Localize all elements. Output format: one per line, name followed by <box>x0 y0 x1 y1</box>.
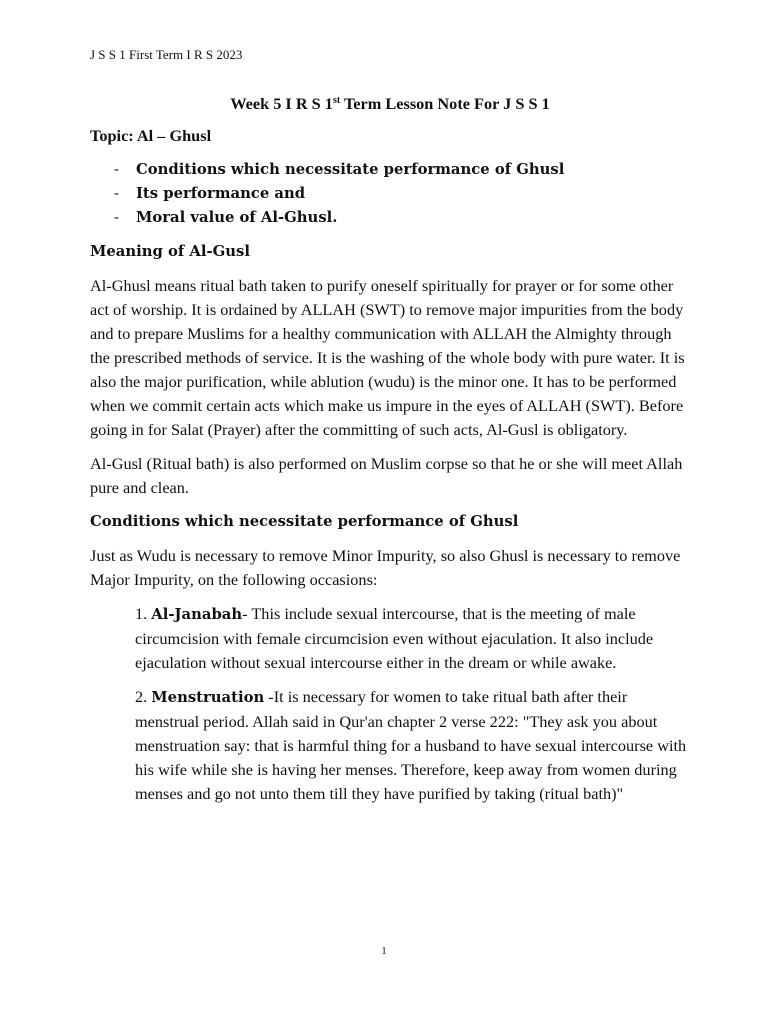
conditions-intro: Just as Wudu is necessary to remove Minor Impurity, so also Ghusl is necessary to remove Major Impurity, on the following occasions: <box>90 546 681 589</box>
topic-item-text: Its performance and <box>136 185 306 202</box>
list-item <box>135 685 690 806</box>
topic-list-item <box>90 182 690 206</box>
conditions-heading: Conditions which necessitate performance of Ghusl <box>90 513 519 530</box>
topic-list <box>90 158 690 230</box>
title-text: Week 5 I R S 1 <box>230 94 333 113</box>
topic-heading: Topic: Al – Ghusl <box>90 126 212 145</box>
title-text-end: Term Lesson Note For J S S 1 <box>340 94 550 113</box>
topic-item-text: Conditions which necessitate performance of Ghusl <box>136 161 565 178</box>
list-dash: - <box>114 161 119 178</box>
meaning-paragraph: Al-Ghusl means ritual bath taken to purify oneself spiritually for prayer or for some other act of worship. It is ordained by ALLAH (SWT) to remove major impurities from the body and to prepare Muslims for a healthy communication with ALLAH the Almighty through the prescribed methods of service. It is the washing of the whole body with pure water. It is also the major purification, while ablution (wudu) is the minor one. It has to be performed when we commit certain acts which make us impure in the eyes of ALLAH (SWT). Before going in for Salat (Prayer) after the committing of such acts, Al-Gusl is obligatory. <box>90 276 685 439</box>
item-text: -It is necessary for women to take ritual bath after their menstrual period. Allah said in Qur'an chapter 2 verse 222: "They ask you about menstruation say: that is harmful thing for a husband to have sexual intercourse with his wife while she is having her menses. Therefore, keep away from women during menses and go not unto them till they have purified by taking (ritual bath)" <box>135 687 687 803</box>
item-term: Menstruation <box>151 689 265 706</box>
item-number: 2. <box>135 687 152 706</box>
meaning-heading: Meaning of Al-Gusl <box>90 243 250 260</box>
topic-list-item <box>90 158 690 182</box>
document-body <box>90 92 690 816</box>
meaning-paragraph: Al-Gusl (Ritual bath) is also performed on Muslim corpse so that he or she will meet Allah pure and clean. <box>90 454 683 497</box>
title-superscript: st <box>332 95 341 106</box>
running-header: J S S 1 First Term I R S 2023 <box>90 47 243 62</box>
topic-list-item <box>90 206 690 230</box>
list-item <box>135 602 690 675</box>
item-text: - This include sexual intercourse, that is the meeting of male circumcision with female circumcision even without ejaculation. It also include ejaculation without sexual intercourse either in the dream or while awake. <box>135 604 654 672</box>
list-dash: - <box>114 185 119 202</box>
item-number: 1. <box>135 604 152 623</box>
item-term: Al-Janabah <box>151 606 243 623</box>
occasions-list <box>90 602 690 806</box>
topic-item-text: Moral value of Al-Ghusl. <box>136 209 338 226</box>
page-number: 1 <box>381 945 387 957</box>
list-dash: - <box>114 209 119 226</box>
document-title <box>90 92 690 116</box>
